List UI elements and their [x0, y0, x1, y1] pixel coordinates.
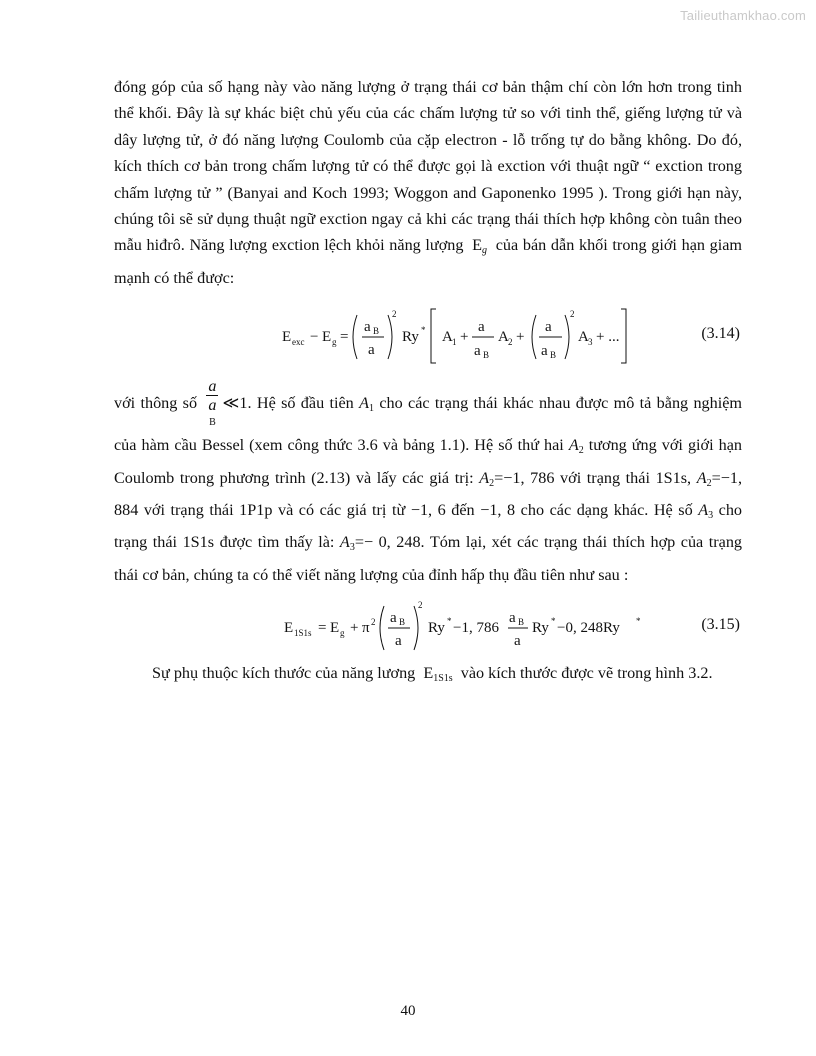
- eq2-coef1: −1, 786: [453, 620, 499, 637]
- eq1-dots: + ...: [596, 329, 620, 346]
- symbol-A1: $A_1$: [359, 394, 374, 415]
- eq2-square: 2: [418, 600, 423, 611]
- eq2-rparen: [414, 606, 418, 650]
- para2-text-d: với trạng thái 1S1s,: [560, 468, 692, 487]
- eq2-frac2-a: a: [514, 633, 521, 650]
- eq1-equals: =: [340, 329, 349, 346]
- eq2-Eg: E: [330, 620, 340, 637]
- para2-text-c: tương ứng với giới hạn Coulomb trong phương trình (2.13) và lấy các giá trị:: [114, 436, 742, 487]
- eq1-square2: 2: [570, 309, 575, 320]
- para2-much-less: ≪1: [222, 394, 248, 413]
- value-18: −1, 8: [480, 501, 516, 520]
- symbol-A2-value-1s: $A_2$: [479, 468, 495, 489]
- eq2-coef2: −0, 248Ry: [557, 620, 620, 637]
- paragraph-1-text: đóng góp của số hạng này vào năng lượng ở trạng thái cơ bản thậm chí còn lớn hơn trong tinh thể khối. Đây là sự khác biệt chủ yếu của các chấm lượng tử so với tinh thể, giếng lượng tử và dây lượng tử, ở đó năng lượng Coulomb của cặp electron - lỗ trống tự do bằng không. Do đó, kích thích cơ bản trong chấm lượng tử có thể được gọi là exction với thuật ngữ “ exction trong chấm lượng tử ” (Banyai and Koch 1993; Woggon and Gaponenko 1995 ). Trong giới hạn này, chúng tôi sẽ sử dụng thuật ngữ exction ngay cả khi các trạng thái thích hợp không còn tuân theo mẫu hiđrô. Năng lượng exction lệch khỏi năng lượng: [114, 78, 742, 255]
- eq1-Eg: E: [322, 329, 332, 346]
- symbol-A2: $A_2$: [568, 436, 584, 457]
- equation-3-14: [114, 299, 742, 363]
- para3-text-a: Sự phụ thuộc kích thước của năng lương: [152, 664, 416, 683]
- equation-3-14-graphic: [114, 299, 674, 363]
- para2-text-h: cho trạng thái 1S1s được tìm thấy là:: [114, 501, 743, 552]
- value-1884: =−1, 884: [114, 468, 743, 520]
- eq2-star1: *: [447, 616, 452, 627]
- eq2-star2: *: [551, 616, 556, 627]
- eq2-Eg-sub: g: [340, 628, 345, 639]
- equation-number-3-15: (3.15): [701, 616, 740, 634]
- paragraph-1: [114, 74, 742, 291]
- eq2-frac2-aB: a: [509, 610, 516, 627]
- symbol-E1S1s: $E_{1S1s}$: [423, 664, 453, 685]
- eq1-plus2: +: [516, 329, 525, 346]
- eq2-equals: =: [318, 620, 327, 637]
- eq1-plus1: +: [460, 329, 469, 346]
- para2-prefix: với thông số: [114, 394, 198, 413]
- eq1-frac3-a: a: [545, 319, 552, 336]
- eq1-A3-sub: 3: [588, 337, 593, 348]
- inline-fraction-a-over-aB: a a B: [208, 377, 217, 429]
- eq1-rparen2: [565, 315, 569, 359]
- para2-text-g: cho các dạng khác. Hệ số: [520, 501, 693, 520]
- eq2-plus: +: [350, 620, 359, 637]
- para2-text-i: . Tóm lại, xét các trạng thái thích hợp của trạng thái cơ bản, chúng ta có thể viết năng lượng của đỉnh hấp thụ đầu tiên như sau :: [114, 533, 742, 584]
- eq1-lbracket: [431, 309, 436, 363]
- eq1-frac3-aB-sub: B: [550, 350, 557, 361]
- symbol-A2-value-1p: $A_2$: [696, 468, 712, 489]
- value-1786: =−1, 786: [494, 468, 555, 487]
- eq1-E: E: [282, 329, 292, 346]
- symbol-eg: $E_g$: [472, 236, 488, 257]
- eq1-A2-sub: 2: [508, 337, 513, 348]
- eq1-lparen2: [532, 315, 536, 359]
- eq1-frac2-a: a: [478, 319, 485, 336]
- symbol-A3-value: $A_3$: [339, 533, 355, 554]
- eq1-rparen: [388, 315, 392, 359]
- eq1-square: 2: [392, 309, 397, 320]
- equation-3-15: [114, 594, 742, 654]
- para2-text-b: cho các trạng thái khác nhau được mô tả bằng nghiệm của hàm cầu Bessel (xem công thức 3.6 và bảng 1.1). Hệ số thứ hai: [114, 394, 743, 455]
- page-number: 40: [400, 1003, 416, 1019]
- eq2-pi: π: [362, 620, 370, 637]
- eq1-frac3-aB: a: [541, 343, 548, 360]
- eq2-a: a: [395, 633, 402, 650]
- eq2-star3: *: [636, 616, 641, 627]
- para2-text-e: với trạng thái 1P1p và có các giá trị từ: [143, 501, 406, 520]
- para2-text-f: đến: [451, 501, 475, 520]
- eq2-lparen: [380, 606, 384, 650]
- eq1-aB-sub: B: [373, 326, 380, 337]
- eq1-A2: A: [498, 329, 509, 346]
- eq1-a: a: [368, 342, 375, 359]
- eq2-E-sub: 1S1s: [294, 628, 312, 639]
- eq2-E: E: [284, 620, 294, 637]
- value-0248: =− 0, 248: [354, 533, 421, 552]
- eq1-A3: A: [578, 329, 589, 346]
- para3-text-b: vào kích thước được vẽ trong hình 3.2.: [460, 664, 713, 683]
- eq1-rbracket: [621, 309, 626, 363]
- paragraph-2: [114, 377, 742, 588]
- symbol-A3: $A_3$: [698, 501, 714, 522]
- eq1-Eg-sub: g: [332, 337, 337, 348]
- paragraph-3: [114, 660, 742, 692]
- eq2-aB-sub: B: [399, 617, 406, 628]
- paragraph-1-tail: của bán dẫn khối trong giới hạn giam mạnh có thể được:: [114, 236, 743, 287]
- eq2-frac2-aB-sub: B: [518, 617, 525, 628]
- watermark: Tailieuthamkhao.com: [680, 8, 806, 23]
- eq1-aB: a: [364, 319, 371, 336]
- eq2-aB: a: [390, 610, 397, 627]
- eq2-Ry1: Ry: [428, 620, 445, 637]
- value-16: −1, 6: [410, 501, 446, 520]
- eq1-frac2-aB: a: [474, 343, 481, 360]
- page-body: [114, 74, 742, 693]
- eq2-pi-sq: 2: [371, 617, 376, 628]
- eq2-Ry2: Ry: [532, 620, 549, 637]
- eq1-Ry: Ry: [402, 329, 419, 346]
- equation-number-3-14: (3.14): [701, 325, 740, 343]
- eq1-A1-sub: 1: [452, 337, 457, 348]
- equation-3-15-graphic: [114, 594, 674, 654]
- eq1-star: *: [421, 325, 426, 336]
- eq1-lparen: [353, 315, 357, 359]
- para2-text-a: . Hệ số đầu tiên: [247, 394, 354, 413]
- eq1-frac2-aB-sub: B: [483, 350, 490, 361]
- eq1-A1: A: [442, 329, 453, 346]
- eq1-exc: exc: [292, 337, 305, 348]
- eq1-minus: −: [310, 329, 319, 346]
